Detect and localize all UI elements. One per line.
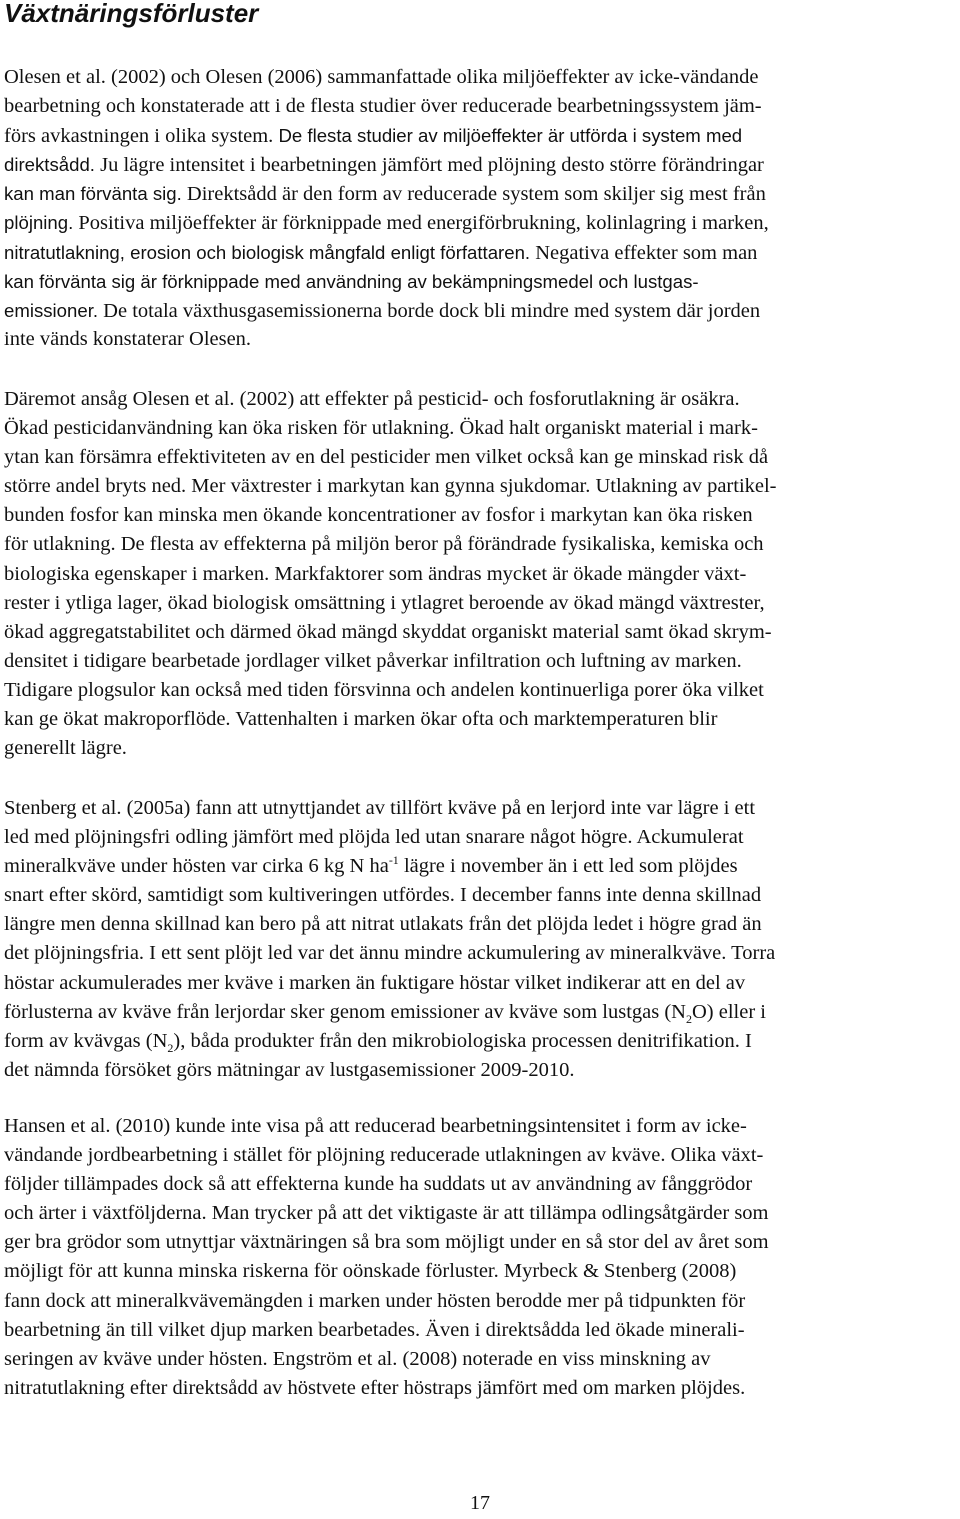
text-span: direktsådd. [4,154,95,176]
text-line [4,150,769,179]
text-span: Positiva miljöeffekter är förknippade med energiförbrukning, kolinlagring i marken, [73,212,769,235]
text-line: följder tillämpades dock så att effekterna kunde ha suddats ut av användning av fånggrödor [4,1173,753,1196]
text-line: det nämnda försöket görs mätningar av lustgasemissioner 2009-2010. [4,1058,575,1081]
text-line [4,296,769,325]
text-line: Ökad pesticidanvändning kan öka risken för utlakning. Ökad halt organiskt material i mark- [4,417,758,440]
text-line: och ärter i växtföljderna. Man trycker på att det viktigaste är att tillämpa odlingsåtgärder som [4,1202,769,1225]
paragraph-stenberg [4,794,775,1085]
text-span: förlusterna av kväve från lerjordar sker genom emissioner av kväve som lustgas (N [4,1000,686,1023]
text-line: inte vänds konstaterar Olesen. [4,327,252,350]
text-line [4,208,769,237]
page-number: 17 [470,1492,490,1514]
text-line: densitet i tidigare bearbetade jordlager vilket påverkar infiltration och luftning av marken. [4,649,742,672]
subscript: 2 [685,1011,692,1026]
text-line: bearbetning än till vilket djup marken bearbetades. Även i direktsådda led ökade minerali- [4,1318,745,1341]
text-line: Stenberg et al. (2005a) fann att utnyttjandet av tillfört kväve på en lerjord inte var lägre i ett [4,797,756,819]
text-line: snart efter skörd, samtidigt som kultiveringen utfördes. I december fanns inte denna skillnad [4,884,762,907]
text-line [4,121,769,150]
text-line: ger bra grödor som utnyttjar växtnäringen så bra som möjligt under en så stor del av året som [4,1231,769,1254]
text-line [4,852,775,881]
paragraph-daremot [4,385,777,763]
text-span: O) eller i [691,1000,766,1023]
text-line [4,998,775,1027]
text-line: Tidigare plogsulor kan också med tiden försvinna och andelen kontinuerliga porer öka vilket [4,678,764,701]
text-line: kan ge ökat makroporflöde. Vattenhalten i marken ökar ofta och marktemperaturen blir [4,708,718,731]
text-line: bearbetning och konstaterade att i de flesta studier över reducerade bearbetningssystem jäm- [4,95,762,118]
text-span: lägre i november än i ett led som plöjdes [398,855,738,878]
text-line: led med plöjningsfri odling jämfört med plöjda led utan snarare något högre. Ackumulerat [4,826,744,849]
text-span: Ju lägre intensitet i bearbetningen jämfört med plöjning desto större förändringar [94,154,764,177]
text-line: biologiska egenskaper i marken. Markfaktorer som ändras mycket är ökade mängder växt- [4,562,747,585]
text-line: nitratutlakning efter direktsådd av höstvete efter höstraps jämfört med om marken plöjdes. [4,1376,746,1399]
text-line: vändande jordbearbetning i stället för plöjning reducerade utlakningen av kväve. Olika växt- [4,1144,764,1167]
text-line: större andel bryts ned. Mer växtrester i markytan kan gynna sjukdomar. Utlakning av partikel- [4,475,777,498]
text-span: De totala växthusgasemissionerna borde dock bli mindre med system där jorden [98,299,761,322]
text-span: ), båda produkter från den mikrobiologiska processen denitrifikation. I [173,1029,752,1052]
text-line [4,238,769,267]
text-line [4,179,769,208]
text-line: ytan kan försämra effektiviteten av en del pesticider men vilket också kan ge minskad risk då [4,446,769,469]
text-span: form av kvävgas (N [4,1029,168,1052]
text-span: mineralkväve under hösten var cirka 6 kg N ha [4,855,389,878]
text-line: kan förvänta sig är förknippade med användning av bekämpningsmedel och lustgas- [4,270,699,292]
paragraph-olesen [4,63,769,354]
text-line: seringen av kväve under hösten. Engström et al. (2008) noterade en viss minskning av [4,1347,711,1370]
text-line: längre men denna skillnad kan bero på att nitrat utlakats från det plöjda ledet i högre grad än [4,913,762,936]
text-span: kan man förvänta sig. [4,183,182,205]
text-line: Hansen et al. (2010) kunde inte visa på att reducerad bearbetningsintensitet i form av icke- [4,1115,747,1137]
text-line [4,1027,775,1056]
text-line: ökad aggregatstabilitet och därmed ökad mängd skyddat organiskt material samt ökad skrym- [4,620,772,643]
superscript: -1 [388,853,399,868]
subscript: 2 [167,1040,174,1055]
paragraph-hansen [4,1112,769,1403]
text-line: rester i ytliga lager, ökad biologisk omsättning i ytlagret beroende av ökad mängd växtrester, [4,591,765,614]
text-span: De flesta studier av miljöeffekter är utförda i system med [273,125,743,147]
text-line: för utlakning. De flesta av effekterna på miljön beror på förändrade fysikaliska, kemiska och [4,533,764,556]
text-line: det plöjningsfria. I ett sent plöjt led var det ännu mindre ackumulering av mineralkväve. Torra [4,942,776,965]
text-line: höstar ackumulerades mer kväve i marken än fuktigare höstar vilket indikerar att en del av [4,971,746,994]
text-line: bunden fosfor kan minska men ökande koncentrationer av fosfor i markytan kan öka risken [4,504,753,527]
text-span: Direktsådd är den form av reducerade system som skiljer sig mest från [181,183,766,206]
text-span: nitratutlakning, erosion och biologisk mångfald enligt författaren. [4,241,531,263]
text-span: emissioner. [4,299,99,321]
text-line: Olesen et al. (2002) och Olesen (2006) sammanfattade olika miljöeffekter av icke-vändande [4,66,759,88]
text-span: plöjning. [4,212,74,234]
text-line: Däremot ansåg Olesen et al. (2002) att effekter på pesticid- och fosforutlakning är osäkra. [4,388,740,410]
text-line: fann dock att mineralkvävemängden i marken under hösten berodde mer på tidpunkten för [4,1289,746,1312]
text-span: Negativa effekter som man [530,241,758,264]
text-line: möjligt för att kunna minska riskerna för oönskade förluster. Myrbeck & Stenberg (2008) [4,1260,737,1283]
section-heading: Växtnäringsförluster [4,0,259,28]
text-span: förs avkastningen i olika system. [4,125,274,148]
text-line: generellt lägre. [4,737,127,760]
